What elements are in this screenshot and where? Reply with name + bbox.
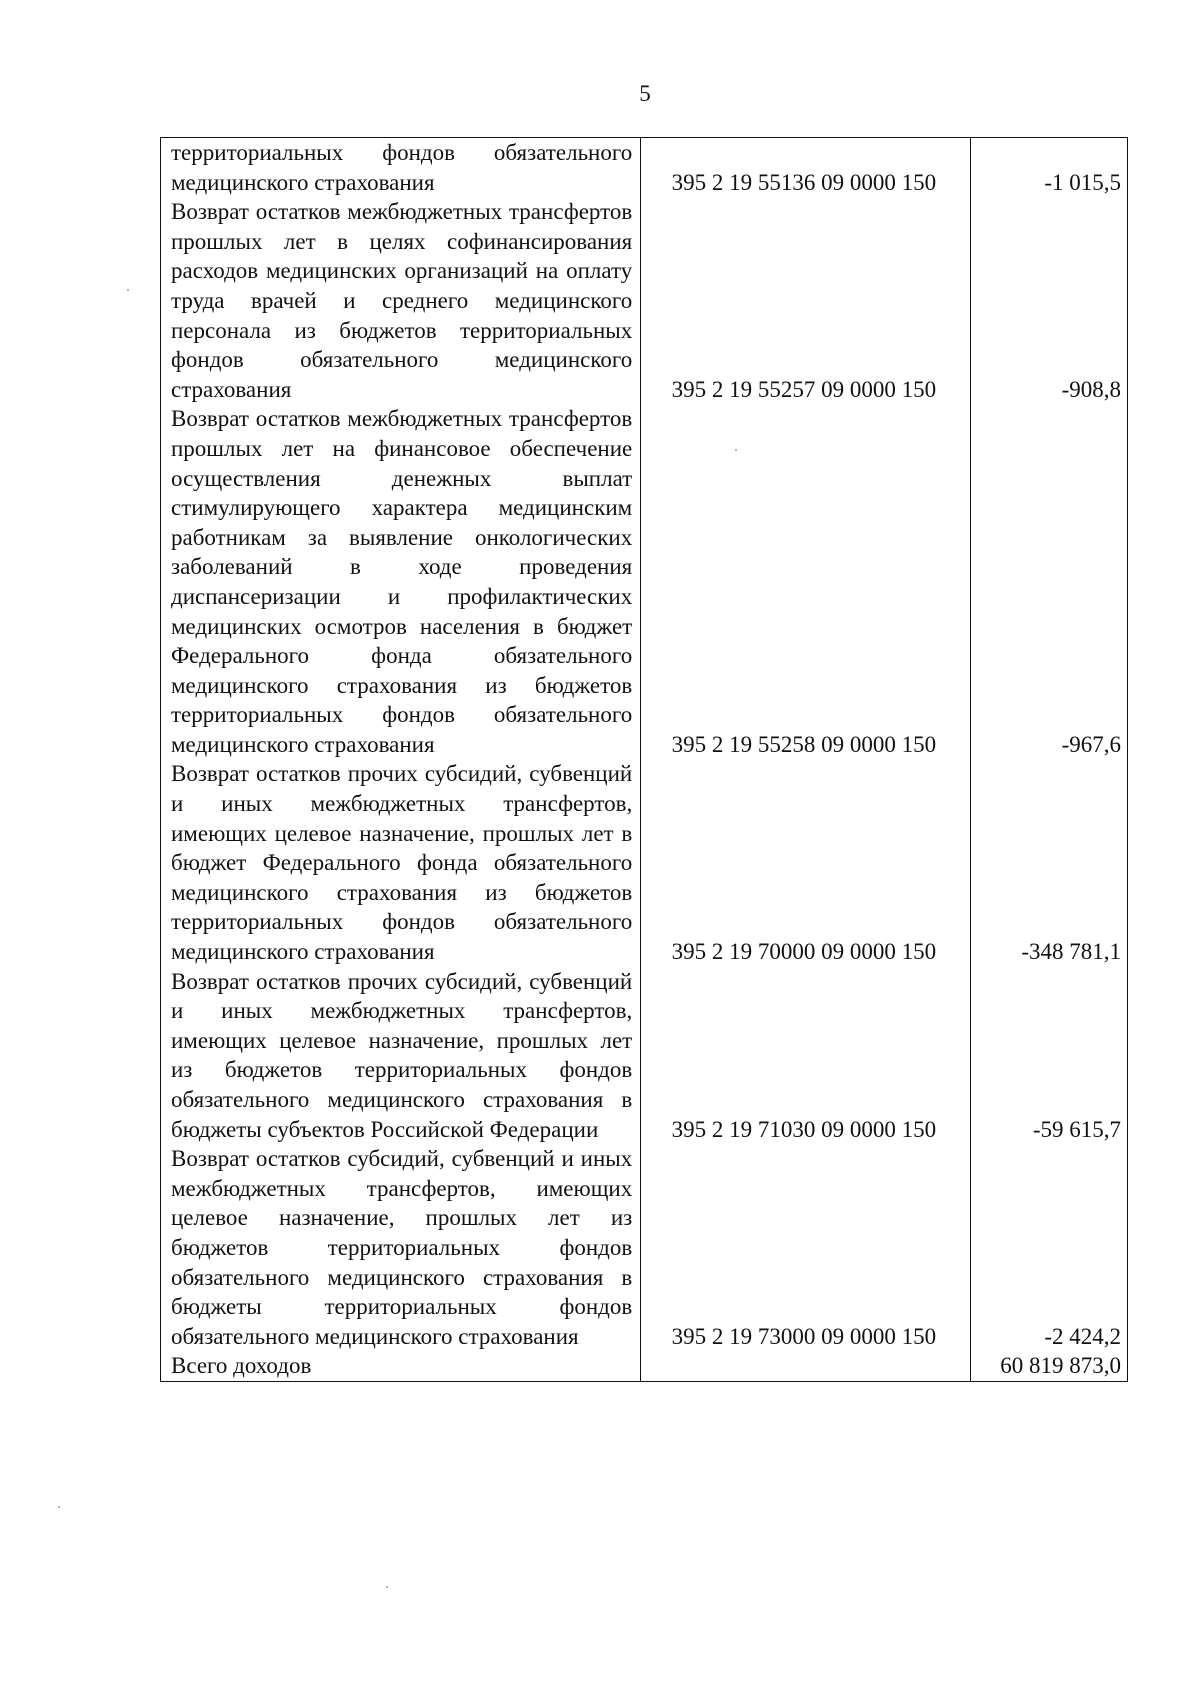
revenue-table bbox=[160, 137, 1128, 1382]
row-code: 395 2 19 73000 09 0000 150 bbox=[641, 1144, 971, 1351]
row-code: 395 2 19 55258 09 0000 150 bbox=[641, 404, 971, 759]
row-name: Возврат остатков прочих субсидий, субвенций и иных межбюджетных трансфертов, имеющих целевое назначение, прошлых лет в бюджет Федерального фонда обязательного медицинского страхования из бюджетов территориальных фондов обязательного медицинского страхования bbox=[161, 759, 641, 966]
page-number: 5 bbox=[639, 81, 651, 106]
row-amount: -908,8 bbox=[1061, 376, 1121, 402]
row-amount: -2 424,2 bbox=[1044, 1323, 1121, 1349]
scan-speck bbox=[58, 1506, 60, 1508]
row-amount: -967,6 bbox=[1061, 731, 1121, 757]
row-name: Возврат остатков межбюджетных трансфертов прошлых лет на финансовое обеспечение осуществления денежных выплат стимулирующего характера медицинским работникам за выявление онкологических заболеваний в ходе проведения диспансеризации и профилактических медицинских осмотров населения в бюджет Федерального фонда обязательного медицинского страхования из бюджетов территориальных фондов обязательного медицинского страхования bbox=[161, 404, 641, 759]
row-amount: -1 015,5 bbox=[1044, 169, 1121, 195]
row-code: 395 2 19 55257 09 0000 150 bbox=[641, 197, 971, 404]
table-row bbox=[161, 404, 1128, 759]
scan-speck bbox=[127, 289, 129, 291]
row-name: Возврат остатков субсидий, субвенций и иных межбюджетных трансфертов, имеющих целевое назначение, прошлых лет из бюджетов территориальных фондов обязательного медицинского страхования в бюджеты территориальных фондов обязательного медицинского страхования bbox=[161, 1144, 641, 1351]
scan-speck bbox=[735, 449, 737, 451]
row-name: Возврат остатков прочих субсидий, субвенций и иных межбюджетных трансфертов, имеющих целевое назначение, прошлых лет из бюджетов территориальных фондов обязательного медицинского страхования в бюджеты субъектов Российской Федерации bbox=[161, 967, 641, 1145]
scan-speck bbox=[386, 1586, 388, 1588]
table-row bbox=[161, 197, 1128, 404]
row-amount: -348 781,1 bbox=[1021, 939, 1121, 965]
table-row bbox=[161, 967, 1128, 1145]
row-code: 395 2 19 70000 09 0000 150 bbox=[641, 759, 971, 966]
table-row bbox=[161, 138, 1128, 198]
row-amount: -59 615,7 bbox=[1032, 1116, 1121, 1142]
row-name: территориальных фондов обязательного медицинского страхования bbox=[161, 138, 641, 198]
row-name: Возврат остатков межбюджетных трансфертов прошлых лет в целях софинансирования расходов медицинских организаций на оплату труда врачей и среднего медицинского персонала из бюджетов территориальных фондов обязательного медицинского страхования bbox=[161, 197, 641, 404]
total-row bbox=[161, 1351, 1128, 1381]
row-code: 395 2 19 55136 09 0000 150 bbox=[641, 138, 971, 198]
table-row bbox=[161, 1144, 1128, 1351]
table-row bbox=[161, 759, 1128, 966]
row-code: 395 2 19 71030 09 0000 150 bbox=[641, 967, 971, 1145]
total-code bbox=[641, 1351, 971, 1381]
total-label: Всего доходов bbox=[161, 1351, 641, 1381]
total-amount: 60 819 873,0 bbox=[1000, 1353, 1121, 1379]
